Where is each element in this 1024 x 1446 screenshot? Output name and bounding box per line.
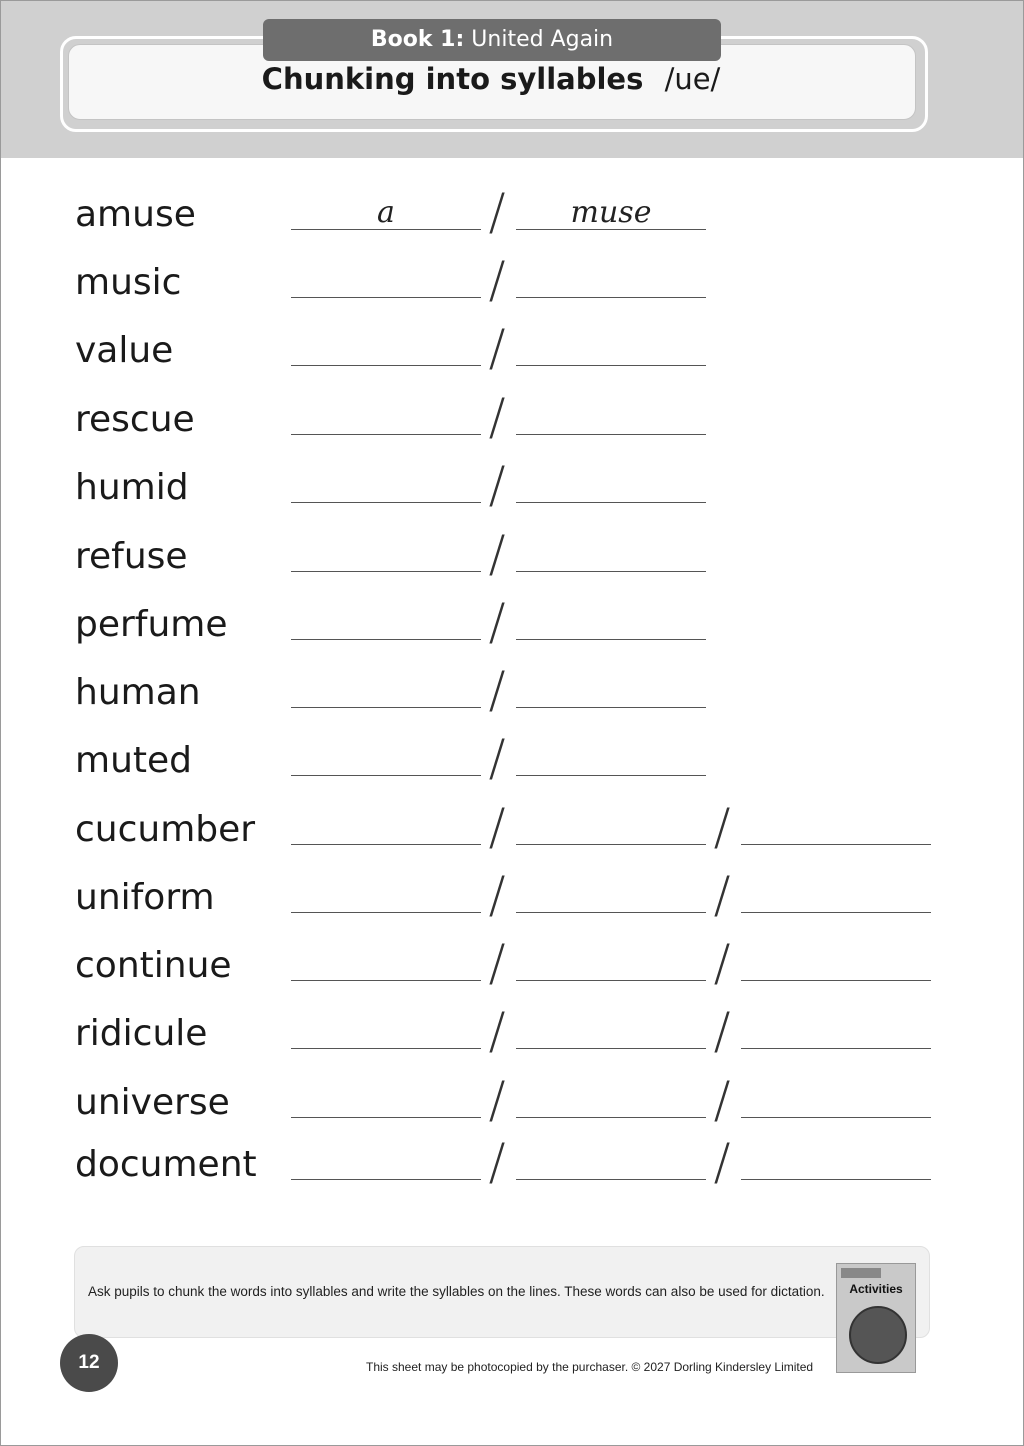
- syllable-separator: /: [488, 388, 506, 446]
- syllable-line[interactable]: [741, 1117, 931, 1118]
- syllable-line[interactable]: [516, 1117, 706, 1118]
- thumbnail-illustration: [849, 1306, 907, 1364]
- syllable-separator: /: [488, 1002, 506, 1060]
- syllable-line[interactable]: [741, 1048, 931, 1049]
- syllable-line[interactable]: [516, 912, 706, 913]
- syllable-line[interactable]: [516, 775, 706, 776]
- syllable-separator: /: [488, 1133, 506, 1191]
- word-label: ridicule: [75, 1013, 208, 1054]
- syllable-line[interactable]: [291, 502, 481, 503]
- word-row: [0, 798, 1024, 870]
- syllable-line[interactable]: [291, 639, 481, 640]
- word-row: [0, 934, 1024, 1006]
- syllable-line[interactable]: [516, 502, 706, 503]
- page-number: 12: [60, 1334, 118, 1392]
- syllable-line[interactable]: [741, 844, 931, 845]
- book-label: Book 1:: [370, 27, 465, 52]
- syllable-separator: /: [488, 525, 506, 583]
- syllable-line[interactable]: [516, 1048, 706, 1049]
- word-row: [0, 456, 1024, 528]
- word-label: music: [75, 262, 182, 303]
- syllable-separator: /: [713, 934, 731, 992]
- word-label: value: [75, 330, 174, 371]
- syllable-line[interactable]: [516, 980, 706, 981]
- word-row: [0, 661, 1024, 733]
- syllable-line[interactable]: [291, 297, 481, 298]
- syllable-line[interactable]: [516, 571, 706, 572]
- title-phoneme: /ue/: [664, 62, 721, 96]
- syllable-separator: /: [488, 319, 506, 377]
- syllable-line[interactable]: [516, 639, 706, 640]
- syllable-separator: /: [713, 1002, 731, 1060]
- syllable-line[interactable]: [516, 707, 706, 708]
- word-row: [0, 1002, 1024, 1074]
- word-label: perfume: [75, 604, 228, 645]
- book-name: United Again: [471, 27, 614, 52]
- word-row: [0, 866, 1024, 938]
- syllable-line[interactable]: [291, 365, 481, 366]
- syllable-line[interactable]: [291, 775, 481, 776]
- syllable-line[interactable]: [291, 1117, 481, 1118]
- worksheet-title: [68, 62, 914, 96]
- syllable-line[interactable]: [291, 980, 481, 981]
- word-row: [0, 525, 1024, 597]
- syllable-line[interactable]: [741, 1179, 931, 1180]
- syllable-line[interactable]: [741, 912, 931, 913]
- word-row: [0, 251, 1024, 323]
- syllable-line[interactable]: [291, 1179, 481, 1180]
- syllable-separator: /: [488, 661, 506, 719]
- word-row: [0, 319, 1024, 391]
- syllable-separator: /: [488, 593, 506, 651]
- syllable-line[interactable]: [516, 297, 706, 298]
- syllable-separator: /: [488, 866, 506, 924]
- syllable-separator: /: [488, 456, 506, 514]
- syllable-line[interactable]: [291, 707, 481, 708]
- syllable-line[interactable]: [741, 980, 931, 981]
- word-row: [0, 388, 1024, 460]
- word-row: [0, 1071, 1024, 1143]
- syllable-separator: /: [713, 1133, 731, 1191]
- syllable-line[interactable]: [291, 434, 481, 435]
- word-label: humid: [75, 467, 189, 508]
- word-label: refuse: [75, 536, 188, 577]
- word-label: uniform: [75, 877, 215, 918]
- word-label: universe: [75, 1082, 230, 1123]
- word-row: [0, 593, 1024, 665]
- syllable-answer: muse: [570, 195, 652, 230]
- syllable-separator: /: [713, 866, 731, 924]
- syllable-line[interactable]: [291, 912, 481, 913]
- syllable-separator: /: [488, 729, 506, 787]
- syllable-line[interactable]: [516, 1179, 706, 1180]
- syllable-separator: /: [713, 798, 731, 856]
- syllable-separator: /: [488, 251, 506, 309]
- word-row: [0, 183, 1024, 255]
- word-label: amuse: [75, 194, 196, 235]
- syllable-line[interactable]: [516, 844, 706, 845]
- word-label: document: [75, 1144, 257, 1185]
- word-label: continue: [75, 945, 232, 986]
- syllable-separator: /: [713, 1071, 731, 1129]
- word-label: rescue: [75, 399, 195, 440]
- teacher-note: Ask pupils to chunk the words into syllables and write the syllables on the lines. These words can also be used for dictation.: [88, 1284, 825, 1299]
- syllable-separator: /: [488, 934, 506, 992]
- title-main: Chunking into syllables: [261, 62, 644, 96]
- copyright-footer: This sheet may be photocopied by the purchaser. © 2027 Dorling Kindersley Limited: [366, 1360, 814, 1374]
- word-label: human: [75, 672, 201, 713]
- syllable-line[interactable]: [516, 434, 706, 435]
- syllable-separator: /: [488, 1071, 506, 1129]
- syllable-separator: /: [488, 798, 506, 856]
- syllable-line[interactable]: [291, 571, 481, 572]
- syllable-line[interactable]: [291, 844, 481, 845]
- thumbnail-title: Activities: [849, 1282, 903, 1296]
- syllable-answer: a: [377, 195, 395, 230]
- thumbnail-logo: [841, 1268, 881, 1278]
- syllable-line[interactable]: [291, 1048, 481, 1049]
- word-label: cucumber: [75, 809, 256, 850]
- book-tab: [263, 19, 721, 61]
- syllable-line[interactable]: [516, 365, 706, 366]
- syllable-separator: /: [488, 183, 506, 241]
- word-row: [0, 1133, 1024, 1205]
- word-row: [0, 729, 1024, 801]
- book-cover-thumbnail: [836, 1263, 916, 1373]
- word-label: muted: [75, 740, 192, 781]
